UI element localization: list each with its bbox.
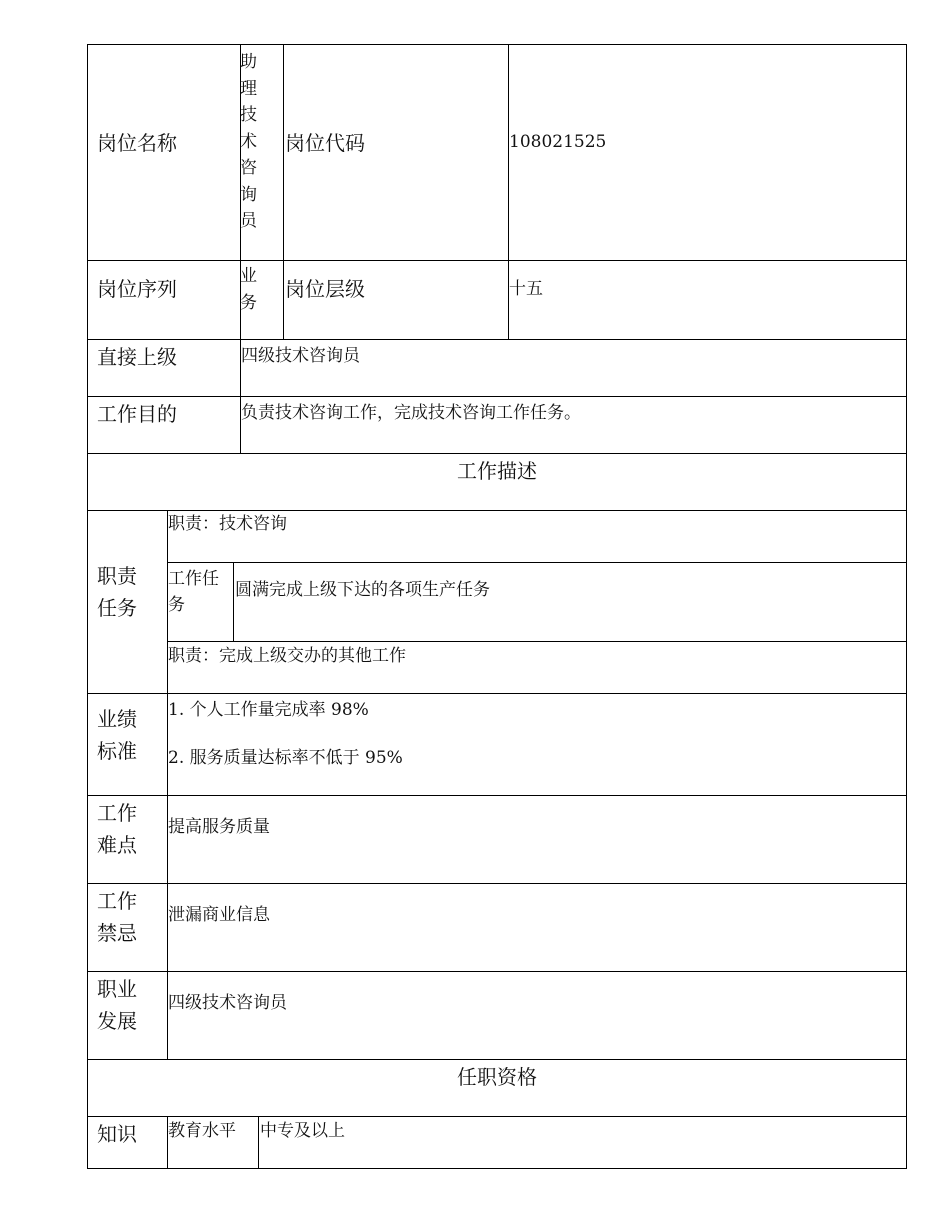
post-level-value: 十五	[509, 279, 543, 299]
direct-superior-label: 直接上级	[97, 345, 177, 369]
post-level-label: 岗位层级	[285, 277, 365, 301]
row-border	[87, 971, 907, 972]
kpi-item: 1. 个人工作量完成率 98%	[168, 700, 369, 720]
row-border	[87, 396, 907, 397]
work-purpose-value: 负责技术咨询工作，完成技术咨询工作任务。	[241, 403, 581, 423]
row-border	[87, 1059, 907, 1060]
row-border	[87, 260, 907, 261]
col-border	[233, 562, 234, 641]
task-value: 圆满完成上级下达的各项生产任务	[235, 580, 490, 600]
row-border	[87, 339, 907, 340]
kpi-item: 2. 服务质量达标率不低于 95%	[168, 748, 403, 768]
duty-label: 职责任务	[97, 564, 137, 620]
row-border	[167, 641, 907, 642]
duty-1: 职责：技术咨询	[168, 514, 287, 534]
col-border	[906, 44, 907, 1169]
direct-superior-value: 四级技术咨询员	[241, 346, 360, 366]
row-border	[87, 883, 907, 884]
education-value: 中专及以上	[260, 1121, 345, 1141]
taboo-label: 工作禁忌	[97, 889, 137, 945]
col-border	[258, 1116, 259, 1168]
work-purpose-label: 工作目的	[97, 402, 177, 426]
row-border	[87, 795, 907, 796]
education-label: 教育水平	[168, 1121, 236, 1141]
row-border	[87, 453, 907, 454]
difficulty-value: 提高服务质量	[168, 817, 270, 837]
row-border	[167, 562, 907, 563]
knowledge-label: 知识	[97, 1122, 137, 1146]
row-border	[87, 510, 907, 511]
post-name-value: 助理技术咨询员	[240, 52, 257, 231]
taboo-value: 泄漏商业信息	[168, 905, 270, 925]
career-label: 职业发展	[97, 977, 137, 1033]
row-border	[87, 1116, 907, 1117]
section-title-description: 工作描述	[457, 459, 537, 483]
section-title-qualification: 任职资格	[457, 1065, 537, 1089]
kpi-label: 业绩标准	[97, 707, 137, 763]
post-series-label: 岗位序列	[97, 277, 177, 301]
post-code-value: 108021525	[509, 132, 607, 152]
post-series-value: 业务	[240, 266, 257, 313]
col-border	[283, 44, 284, 339]
row-border	[87, 44, 907, 45]
post-name-label: 岗位名称	[97, 131, 177, 155]
post-code-label: 岗位代码	[285, 131, 365, 155]
difficulty-label: 工作难点	[97, 801, 137, 857]
col-border	[87, 44, 88, 1169]
duty-2: 职责：完成上级交办的其他工作	[168, 646, 406, 666]
career-value: 四级技术咨询员	[168, 993, 287, 1013]
task-label: 工作任务	[168, 569, 219, 615]
row-border	[87, 693, 907, 694]
row-border	[87, 1168, 907, 1169]
